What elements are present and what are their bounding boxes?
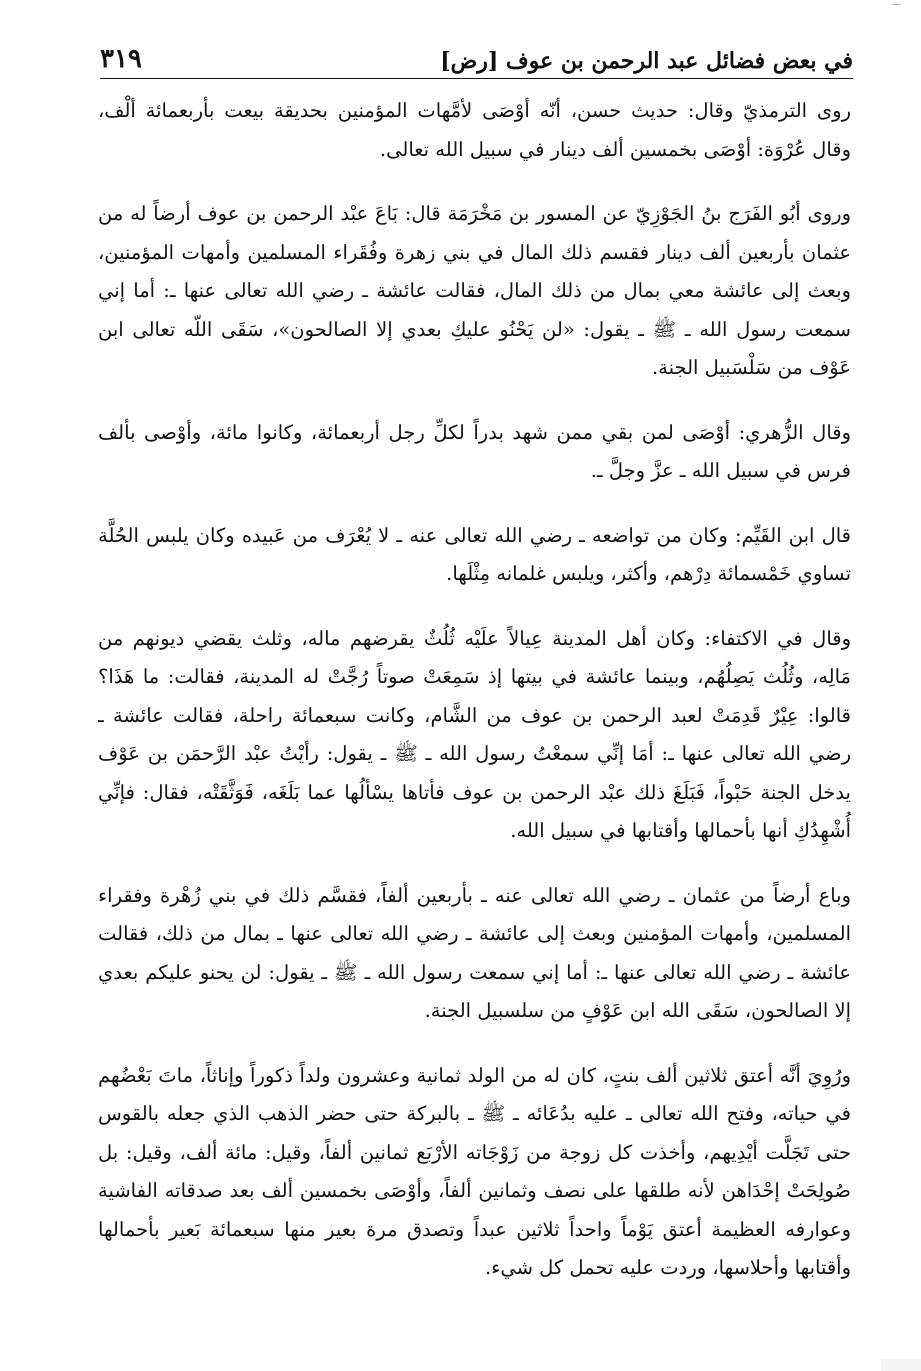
corner-mark: [892, 4, 901, 14]
scan-edge: [881, 1359, 921, 1371]
running-title: في بعض فضائل عبد الرحمن بن عوف [رض]: [440, 48, 853, 74]
paragraph: روى الترمذيّ وقال: حديث حسن، أنّه أوْصَى لأمَّهات المؤمنين بحديقة بيعت بأربعمائة ألْف، وقال عُرْوَة: أوْصَى بخمسين ألف دينار في سبيل الله تعالى.: [98, 99, 851, 161]
paragraph: وقال الزُّهري: أوْصَى لمن بقي ممن شهد بدراً لكلِّ رجل أربعمائة، وكانوا مائة، وأوْصى بألف فرس في سبيل الله ـ عزَّ وجلَّ ـ.: [98, 420, 851, 482]
page-number: ٣١٩: [100, 44, 142, 74]
paragraph: وروى أبُو الفَرَج بنُ الجَوْزِيّ عن المسور بن مَخْرَمَة قال: بَاعَ عبْد الرحمن بن عوف أرضاً له من عثمان بأربعين ألف دينار فقسم ذلك المال في بني زهرة وفُقَراء المسلمين وأمهات المؤمنين، وبعث إلى عائشة معي بمال من ذلك المال، فقالت عائشة ـ رضي الله تعالى عنها ـ: أما إني سمعت رسول الله ـ ﷺ ـ يقول: «لن يَحْنُو عليكِ بعدي إلا الصالحون»، سَقَى اللّه تعالى ابن عَوْف من سَلْسَبيل الجنة.: [98, 202, 851, 379]
paragraph: قال ابن القَيِّم: وكان من تواضعه ـ رضي الله تعالى عنه ـ لا يُعْرَف من عَبيده وكان يلبس الحُلَّة تساوي خَمْسمائة دِرْهم، وأكثر، ويلبس غلمانه مِثْلَها.: [98, 523, 851, 585]
page-header: [100, 30, 853, 74]
header-rule: [100, 78, 853, 79]
paragraph: ورُوِيَ أنَّه أعتق ثلاثين ألف بنتٍ، كان له من الولد ثمانية وعشرون ولداً ذكوراً وإناثاً، ماتَ بَعْضُهم في حياته، وفتح الله تعالى ـ عليه بدُعَائه ـ ﷺ ـ بالبركة حتى حضر الذهب الذي جعله بالقوس حتى تَجَلَّت أيْدِيهم، وأخذت كل زوجة من زَوْجَاته الأرْبَع ثمانين ألفاً، وقيل: مائة ألف، وقيل: بل صُولِحَتْ إحْدَاهن لأنه طلقها على نصف وثمانين ألفاً، وأوْصَى بخمسين ألف بعد صدقاته الفاشية وعوارفه العظيمة أعتق يَوْماً واحداً ثلاثين عبداً وتصدق مرة بعير منها سبعمائة بَعير بأحمالها وأقتابها وأحلاسها، وردت عليه تحمل كل شيء.: [98, 1063, 851, 1279]
paragraph: وباع أرضاً من عثمان ـ رضي الله تعالى عنه ـ بأربعين ألفاً، فقسَّم ذلك في بني زُهْرة وفقراء المسلمين، وأمهات المؤمنين وبعث إلى عائشة ـ رضي الله تعالى عنها ـ بمال من ذلك، فقالت عائشة ـ رضي الله تعالى عنها ـ: أما إني سمعت رسول الله ـ ﷺ ـ يقول: لن يحنو عليكم بعدي إلا الصالحون، سَقَى الله ابن عَوْفٍ من سلسبيل الجنة.: [98, 883, 851, 1022]
body-text: [98, 92, 851, 1314]
paragraph: وقال في الاكتفاء: وكان أهل المدينة عِيالاً علَيْه ثُلُثٌ يقرضهم ماله، وثلث يقضي ديونهم من مَالِه، وثُلُث يَصِلُهُم، وبينما عائشة في بيتها إذ سَمِعَتْ صوتاً رُجَّتْ له المدينة، فقالت: ما هَذَا؟ قالوا: عِيْرٌ قَدِمَتْ لعبد الرحمن بن عوف من الشَّام، وكانت سبعمائة راحلة، فقالت عائشة ـ رضي الله تعالى عنها ـ: أمَا إنِّي سمعْتُ رسول الله ـ ﷺ ـ يقول: رأيْتُ عبْد الرَّحمَن بن عَوْف يدخل الجنة حَبْواً، فَبَلَغَ ذلك عبْد الرحمن بن عوف فأتاها يسْألُها عما بَلَغَه، فَوَثَّقَتْه، فقال: فإنِّي أُشْهِدُكِ أنها بأحمالها وأقتابها في سبيل الله.: [98, 626, 851, 842]
